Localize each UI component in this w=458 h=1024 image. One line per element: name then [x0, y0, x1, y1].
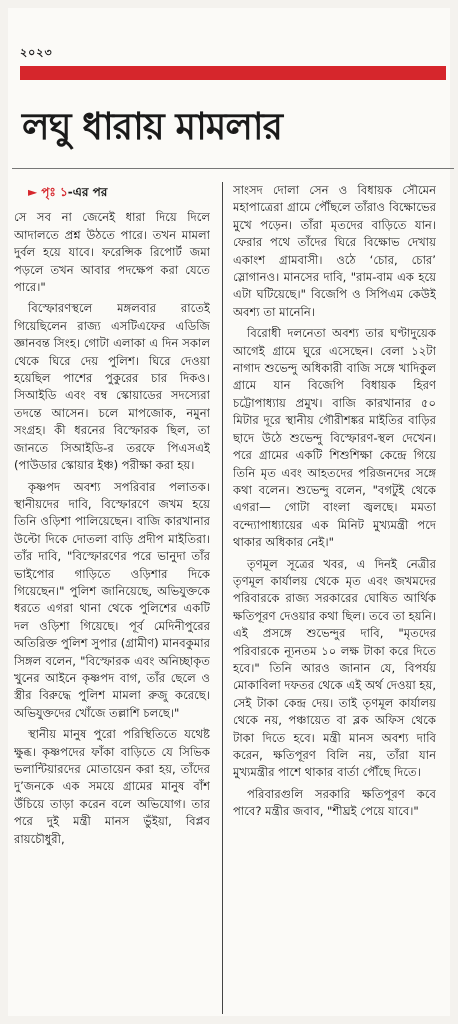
article-column-2	[233, 182, 436, 1020]
paragraph: স্থানীয় মানুষ পুরো পরিস্থিতিতে যথেষ্ট ক্ষুব্ধ। কৃষ্ণপদের ফাঁকা বাড়িতে যে সিভিক ভলান্টিয়ারদের মোতায়েন করা হয়, তাঁদের দু’জনকে এক সময়ে গ্রামের মানুষ বাঁশ উঁচিয়ে তাড়া করেন বলে অভিযোগ। তার পরে দুই মন্ত্রী মানস ভুঁইয়া, বিপ্লব রায়চৌধুরী,	[14, 727, 210, 846]
page-year: ২০২৩	[20, 46, 53, 59]
paragraph: পরিবারগুলি সরকারি ক্ষতিপূরণ কবে পাবে? মন্ত্রীর জবাব, "শীঘ্রই পেয়ে যাবে।"	[233, 786, 436, 819]
paragraph: সে সব না জেনেই ধারা দিয়ে দিলে আদালতে প্রশ্ন উঠতে পারে। তখন মামলা দুর্বল হয়ে যাবে। ফরেন্সিক রিপোর্ট জমা পড়লে তখন আবার পদক্ষেপ করা যেতে পারে।"	[14, 210, 210, 295]
headline-rule	[12, 168, 454, 169]
continuation-suffix: -এর পর	[67, 185, 108, 199]
article-column-1	[14, 184, 210, 1020]
article-headline: লঘু ধারায় মামলার	[22, 104, 283, 148]
column-divider	[222, 182, 223, 1014]
paragraph: বিরোধী দলনেতা অবশ্য তার ঘণ্টাদুয়েক আগেই গ্রামে ঘুরে এসেছেন। বেলা ১২টা নাগাদ শুভেন্দু অধিকারী বাজি সঙ্গে খাদিকুল গ্রামে যান বিজেপি বিধায়ক হিরণ চট্টোপাধ্যায় প্রমুখ। বাজি কারখানার ৫০ মিটার দূরে স্থানীয় গৌরীশঙ্কর মাইতির বাড়ির ছাদে উঠে শুভেন্দু বিস্ফোরণ-স্থল দেখেন। পরে গ্রামের একটি শিশুশিক্ষা কেন্দ্রে গিয়ে তিনি মৃত এবং আহতদের পরিজনদের সঙ্গে কথা বলেন। শুভেন্দু বলেন, "বগটুই থেকে এগরা— গোটা বাংলা জ্বলছে। মমতা বন্দ্যোপাধ্যায়ের এক মিনিট মুখ্যমন্ত্রী পদে থাকার অধিকার নেই।"	[233, 326, 436, 550]
paragraph: সাংসদ দোলা সেন ও বিধায়ক সৌমেন মহাপাত্রেরা গ্রামে পৌঁছলে তাঁরাও বিক্ষোভের মুখে পড়েন। তাঁরা মৃতদের বাড়িতে যান। ফেরার পথে তাঁদের ঘিরে বিক্ষোভ দেখায় একাংশ গ্রামবাসী। ওঠে ‘চোর, চোর’ স্লোগানও। মানসের দাবি, "রাম-বাম এক হয়ে এটা ঘটিয়েছে।" বিজেপি ও সিপিএম কেউই অবশ্য তা মানেনি।	[233, 183, 436, 319]
arrow-icon: ►	[28, 185, 38, 199]
paragraph: কৃষ্ণপদ অবশ্য সপরিবার পলাতক। স্থানীয়দের দাবি, বিস্ফোরণে জখম হয়ে তিনি ওড়িশা পালিয়েছেন। বাজি কারখানার উল্টো দিকে দোতলা বাড়ি প্রদীপ মাইতিরা। তাঁর দাবি, "বিস্ফোরণের পরে ভানুদা তাঁর ভাইপোর গাড়িতে ওড়িশার দিকে গিয়েছেন।" পুলিশ জানিয়েছে, অভিযুক্তকে ধরতে এগরা থানা থেকে পুলিশের একটি দল ওড়িশা গিয়েছে। পূর্ব মেদিনীপুরের অতিরিক্ত পুলিশ সুপার (গ্রামীণ) মানবকুমার সিঙ্গল বলেন, "বিস্ফোরক এবং অনিচ্ছাকৃত খুনের আইনে কৃষ্ণপদ বাগ, তাঁর ছেলে ও স্ত্রীর বিরুদ্ধে পুলিশ মামলা রুজু করেছে। অভিযুক্তদের খোঁজে তল্লাশি চলছে।"	[14, 479, 210, 720]
continuation-marker	[28, 184, 210, 201]
page-reference: পৃঃ ১	[41, 185, 68, 199]
section-color-bar	[20, 66, 446, 80]
paragraph: বিস্ফোরণস্থলে মঙ্গলবার রাতেই গিয়েছিলেন রাজ্য এসটিএফের এডিজি জ্ঞানবন্ত সিংহ। গোটা এলাকা এ দিন সকাল থেকে ঘিরে দেয় পুলিশ। ঘিরে দেওয়া হয়েছিল পাশের পুকুরের চার দিকও। সিআইডি এবং বম্ব স্কোয়াডের সদস্যেরা তদন্তে আসেন। চলে মাপজোক, নমুনা সংগ্রহ। কী ধরনের বিস্ফোরক ছিল, তা জানতে সিআইডি-র তরফে পিএসএই (পাউডার স্কোয়ার ইঞ্চ) পরীক্ষা করা হয়।	[14, 301, 210, 473]
paragraph: তৃণমূল সূত্রের খবর, এ দিনই নেত্রীর তৃণমূল কার্যালয় থেকে মৃত এবং জখমদের পরিবারকে রাজ্য সরকারের ঘোষিত আর্থিক ক্ষতিপূরণ দেওয়ার কথা ছিল। তবে তা হয়নি। এই প্রসঙ্গে শুভেন্দুর দাবি, "মৃতদের পরিবারকে ন্যূনতম ১০ লক্ষ টাকা করে দিতে হবে।" তিনি আরও জানান যে, বিপর্যয় মোকাবিলা দফতর থেকে এই অর্থ দেওয়া হয়, সেই টাকা কেন্দ্র দেয়। তাই তৃণমূল কার্যালয় থেকে নয়, পঞ্চায়েত বা ব্লক অফিস থেকে টাকা দিতে হবে। মন্ত্রী মানস অবশ্য দাবি করেন, ক্ষতিপূরণ বিলি নয়, তাঁরা যান মুখ্যমন্ত্রীর পাশে থাকার বার্তা পৌঁছে দিতে।	[233, 556, 436, 780]
